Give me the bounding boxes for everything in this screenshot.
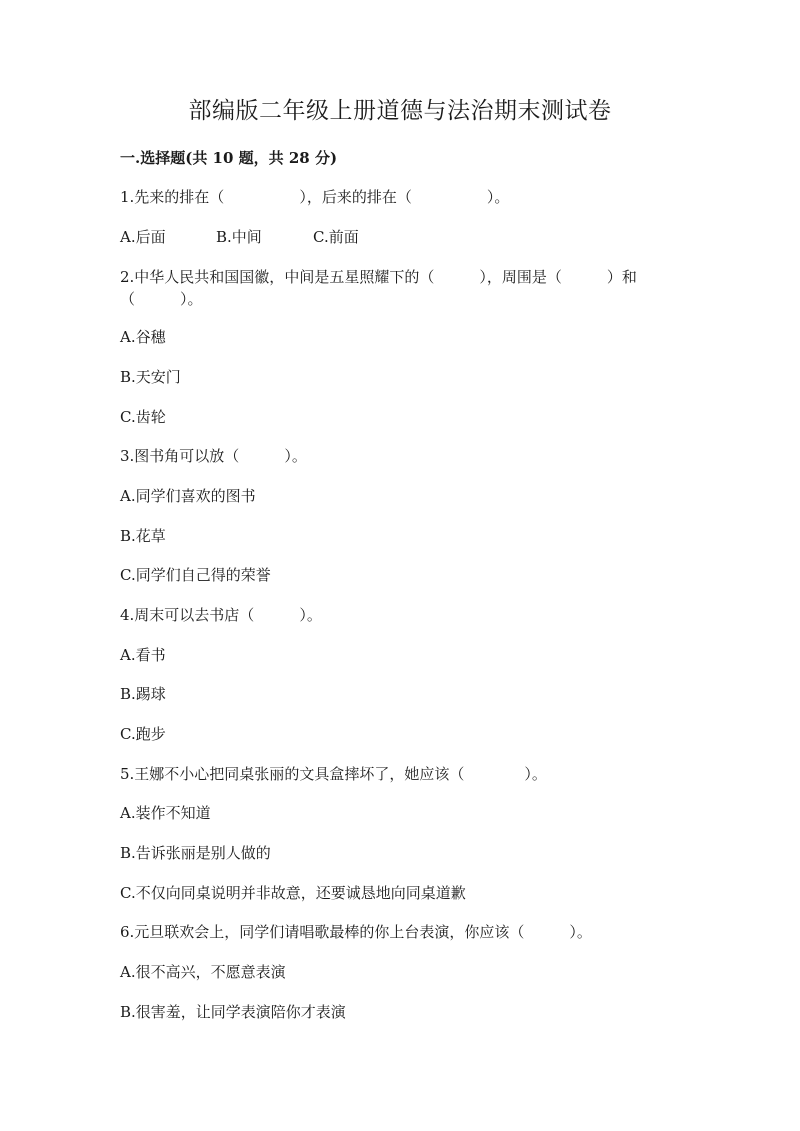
question-3-option-b: B.花草: [120, 527, 166, 545]
question-3-option-c: C.同学们自己得的荣誉: [120, 566, 271, 584]
question-6-option-b: B.很害羞，让同学表演陪你才表演: [120, 1003, 346, 1021]
question-2-option-a: A.谷穗: [120, 328, 166, 346]
question-6-option-a: A.很不高兴，不愿意表演: [120, 963, 286, 981]
question-5-option-c: C.不仅向同桌说明并非故意，还要诚恳地向同桌道歉: [120, 884, 466, 902]
question-5-option-a: A.装作不知道: [120, 804, 211, 822]
question-3-option-a: A.同学们喜欢的图书: [120, 487, 256, 505]
question-6-stem: 6.元旦联欢会上，同学们请唱歌最棒的你上台表演，你应该（ ）。: [120, 923, 592, 941]
question-4-option-a: A.看书: [120, 646, 166, 664]
question-1-option-a: A.后面: [120, 228, 166, 246]
question-5-stem: 5.王娜不小心把同桌张丽的文具盒摔坏了，她应该（ ）。: [120, 765, 547, 783]
question-4-stem: 4.周末可以去书店（ ）。: [120, 606, 322, 624]
question-4-option-b: B.踢球: [120, 685, 166, 703]
question-1-option-b: B.中间: [216, 228, 262, 246]
question-3-stem: 3.图书角可以放（ ）。: [120, 447, 307, 465]
question-1-options: [120, 226, 380, 248]
question-1-stem: 1.先来的排在（ ），后来的排在（ ）。: [120, 188, 510, 206]
question-2-stem-line-1: 2.中华人民共和国国徽，中间是五星照耀下的（ ），周围是（ ）和: [120, 268, 637, 286]
question-5-option-b: B.告诉张丽是别人做的: [120, 844, 271, 862]
question-2-option-c: C.齿轮: [120, 408, 166, 426]
section-heading: 一.选择题(共 10 题，共 28 分): [120, 149, 338, 167]
page-title: 部编版二年级上册道德与法治期末测试卷: [188, 98, 612, 124]
question-1-option-c: C.前面: [313, 228, 359, 246]
question-4-option-c: C.跑步: [120, 725, 166, 743]
question-2-stem-line-2: （ ）。: [120, 290, 203, 308]
question-2-option-b: B.天安门: [120, 368, 181, 386]
